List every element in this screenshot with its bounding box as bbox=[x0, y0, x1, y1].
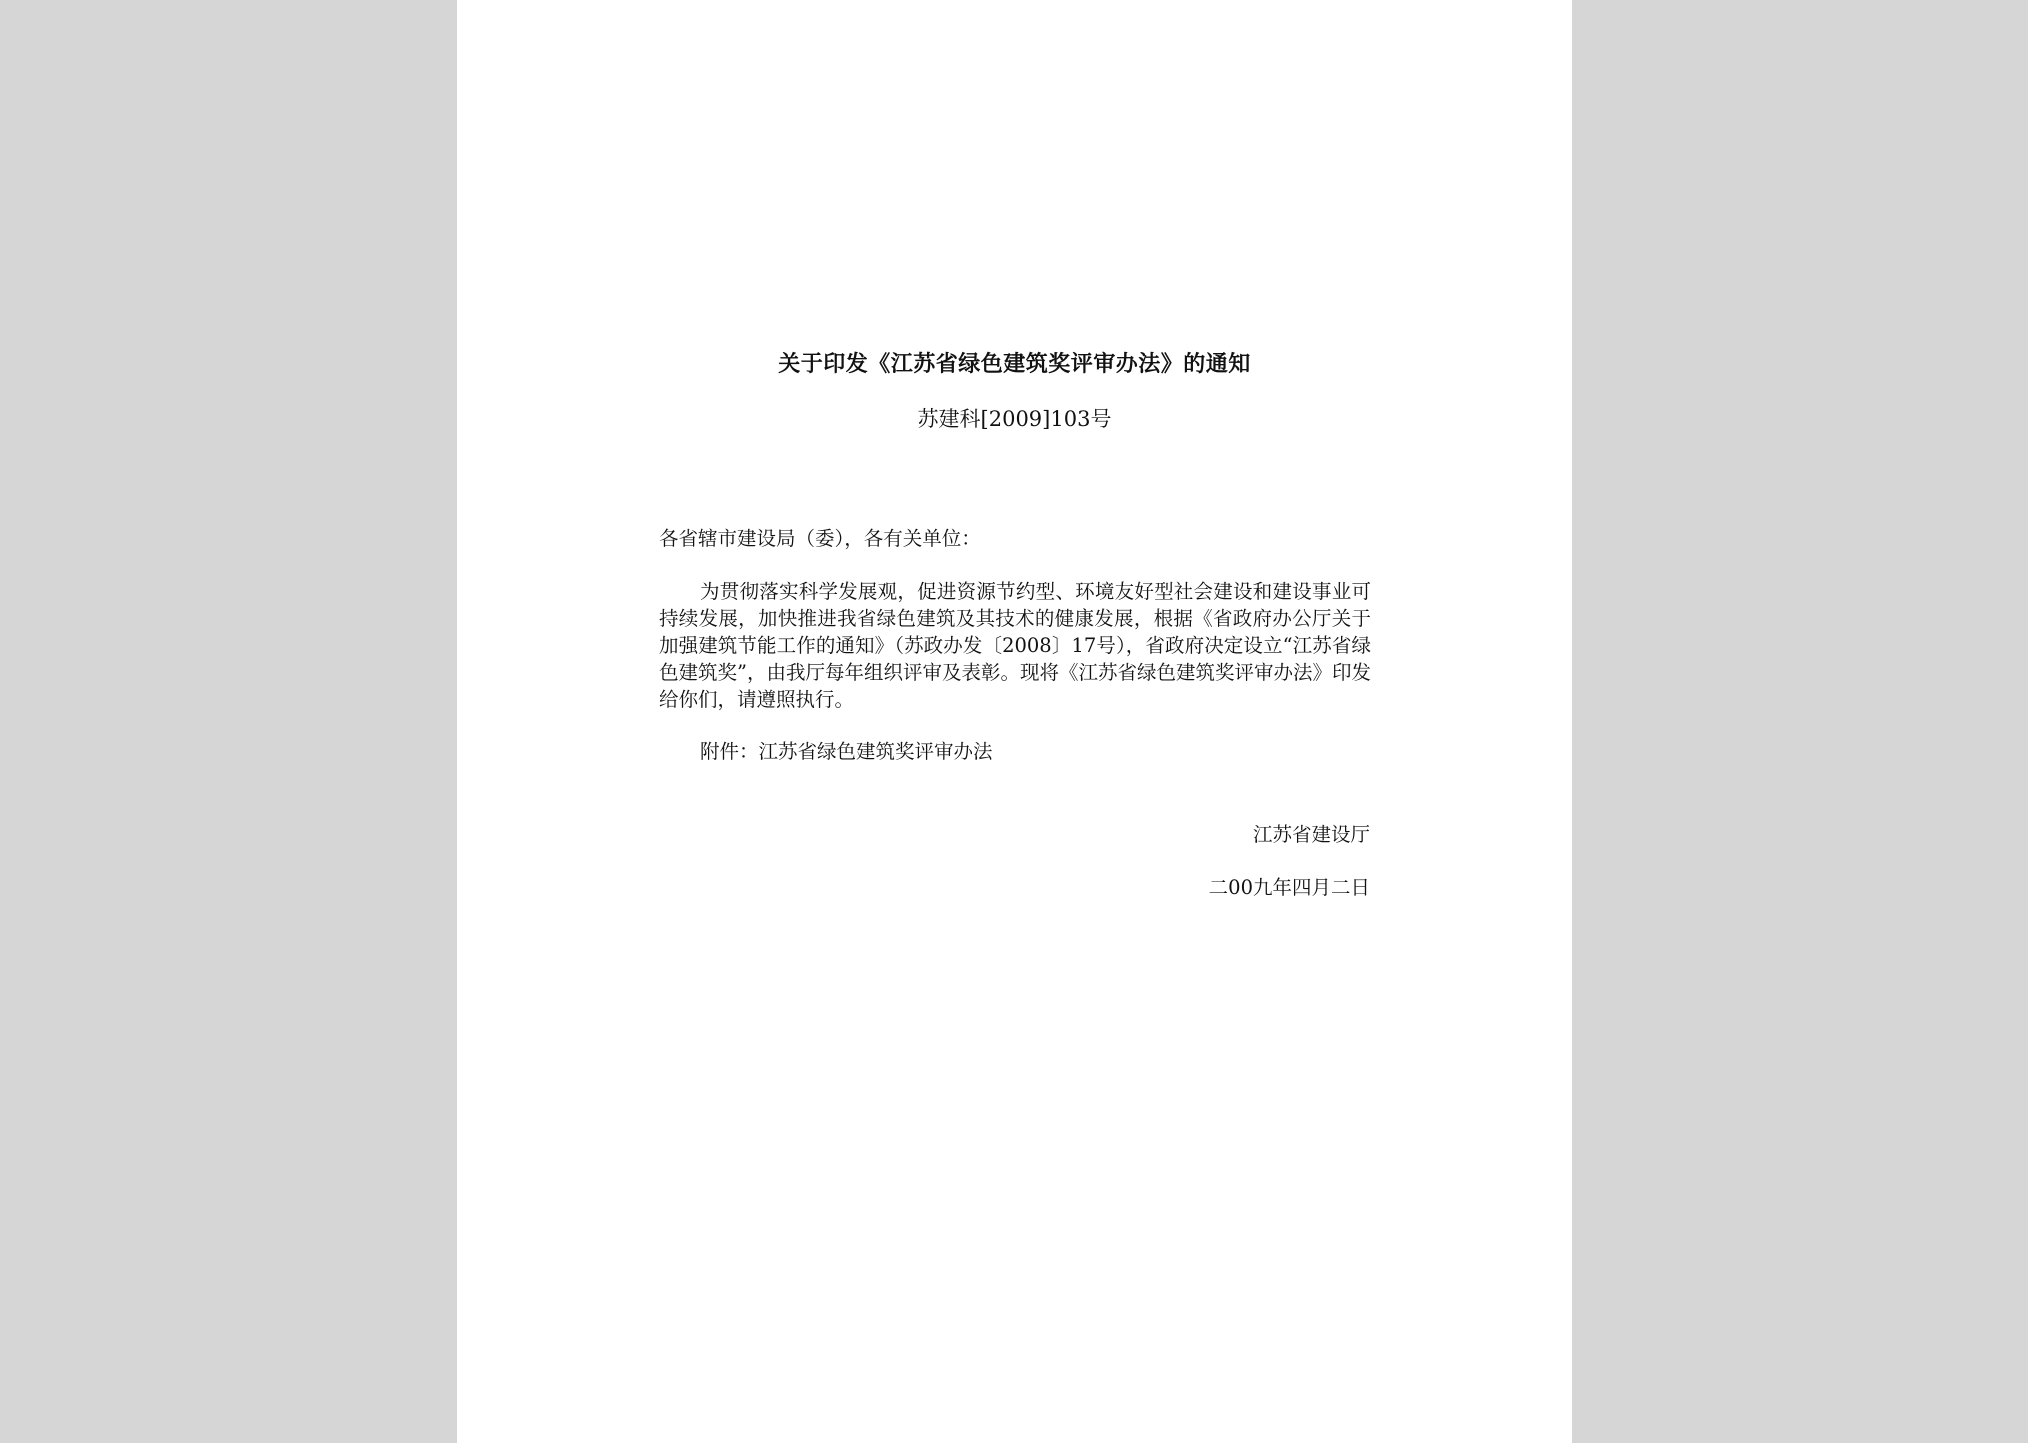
document-page bbox=[457, 0, 1572, 1443]
document-number: 苏建科[2009]103号 bbox=[917, 407, 1112, 431]
issue-date: 二00九年四月二日 bbox=[1208, 876, 1370, 899]
document-title: 关于印发《江苏省绿色建筑奖评审办法》的通知 bbox=[778, 351, 1251, 377]
salutation: 各省辖市建设局（委），各有关单位： bbox=[659, 527, 981, 550]
issuer-signature: 江苏省建设厅 bbox=[1252, 823, 1370, 846]
body-paragraph: 为贯彻落实科学发展观，促进资源节约型、环境友好型社会建设和建设事业可持续发展，加快推进我省绿色建筑及其技术的健康发展，根据《省政府办公厅关于加强建筑节能工作的通知》（苏政办发〔2008〕17号），省政府决定设立“江苏省绿色建筑奖”，由我厅每年组织评审及表彰。现将《江苏省绿色建筑奖评审办法》印发给你们，请遵照执行。 bbox=[659, 580, 1371, 711]
attachment-line: 附件：江苏省绿色建筑奖评审办法 bbox=[700, 740, 993, 763]
